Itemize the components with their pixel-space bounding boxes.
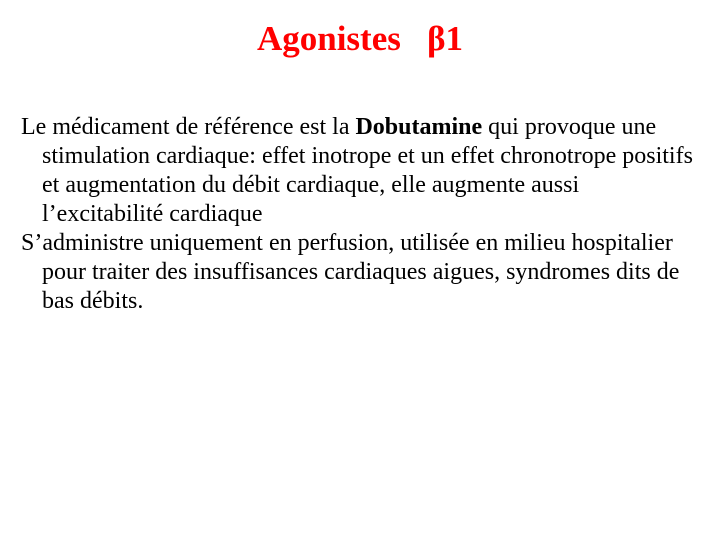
paragraph-dobutamine-rest: qui provoque une stimulation cardiaque: effet inotrope et un effet chronotrope positifs et augmentation du débit cardiaque, elle augmente aussi l’excitabilité cardiaque bbox=[42, 114, 693, 227]
drug-name-dobutamine: Dobutamine bbox=[355, 114, 483, 140]
paragraph-dobutamine-intro: Le médicament de référence est la bbox=[21, 114, 356, 140]
paragraph-dobutamine bbox=[21, 113, 701, 229]
paragraph-administration: S’administre uniquement en perfusion, utilisée en milieu hospitalier pour traiter des insuffisances cardiaques aigues, syndromes dits de bas débits. bbox=[21, 230, 680, 314]
slide-body bbox=[21, 113, 701, 316]
slide-title: Agonistes β1 bbox=[256, 19, 464, 58]
